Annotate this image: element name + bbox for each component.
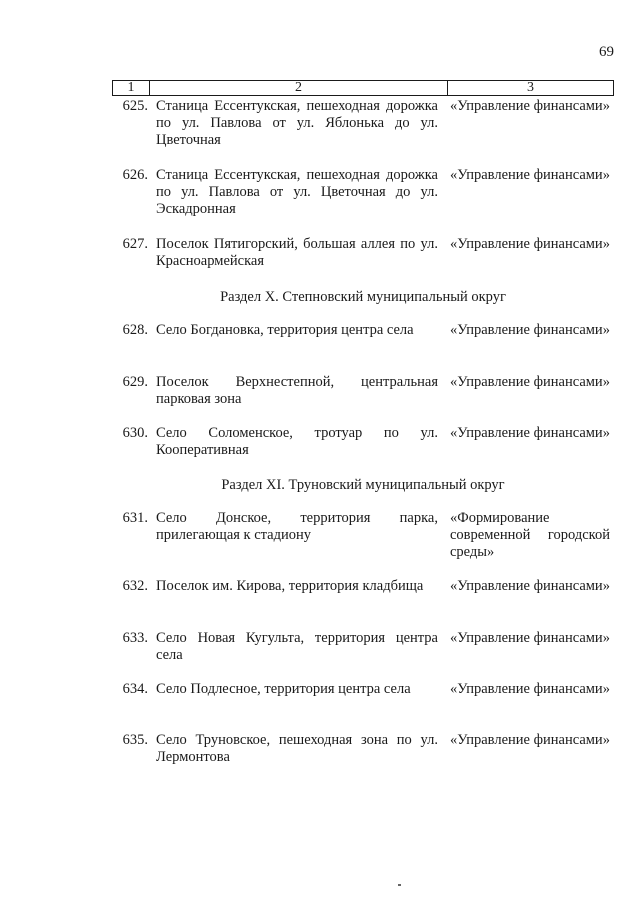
row-description: Поселок Пятигорский, большая аллея по ул. Красноармейская — [156, 236, 438, 269]
row-number: 625. — [122, 98, 148, 114]
row-description: Село Труновское, пешеходная зона по ул. Лермонтова — [156, 732, 438, 765]
row-responsible: «Управление финансами» — [450, 322, 610, 338]
row-description: Село Богдановка, территория центра села — [156, 322, 414, 338]
row-description: Поселок им. Кирова, территория кладбища — [156, 578, 424, 594]
row-description: Село Донское, территория парка, прилегающая к стадиону — [156, 510, 438, 543]
row-number: 632. — [122, 578, 148, 594]
row-responsible: «Управление финансами» — [450, 167, 610, 183]
row-responsible: «Управление финансами» — [450, 425, 610, 441]
section-heading: Раздел XI. Труновский муниципальный округ — [221, 477, 505, 493]
row-description: Село Подлесное, территория центра села — [156, 681, 411, 697]
row-number: 630. — [122, 425, 148, 441]
column-header-3: 3 — [527, 80, 534, 95]
row-responsible: «Управление финансами» — [450, 630, 610, 646]
row-responsible: «Управление финансами» — [450, 236, 610, 252]
row-number: 634. — [122, 681, 148, 697]
row-number: 627. — [122, 236, 148, 252]
row-description: Станица Ессентукская, пешеходная дорожка по ул. Павлова от ул. Цветочная до ул. Эскадронная — [156, 167, 438, 217]
scan-speck — [398, 884, 401, 886]
row-responsible: «Управление финансами» — [450, 681, 610, 697]
table-header — [112, 80, 614, 96]
row-responsible: «Управление финансами» — [450, 98, 610, 114]
row-number: 626. — [122, 167, 148, 183]
page-number: 69 — [599, 44, 614, 60]
row-number: 631. — [122, 510, 148, 526]
section-heading: Раздел X. Степновский муниципальный округ — [220, 289, 506, 305]
row-responsible: «Формирование современной городской среды» — [450, 510, 610, 560]
row-responsible: «Управление финансами» — [450, 578, 610, 594]
row-description: Село Новая Кугульта, территория центра села — [156, 630, 438, 663]
row-description: Село Соломенское, тротуар по ул. Кооперативная — [156, 425, 438, 458]
row-number: 635. — [122, 732, 148, 748]
row-number: 629. — [122, 374, 148, 390]
row-responsible: «Управление финансами» — [450, 374, 610, 390]
column-header-1: 1 — [113, 81, 150, 95]
row-description: Поселок Верхнестепной, центральная парковая зона — [156, 374, 438, 407]
row-description: Станица Ессентукская, пешеходная дорожка по ул. Павлова от ул. Яблонька до ул. Цветочная — [156, 98, 438, 148]
row-responsible: «Управление финансами» — [450, 732, 610, 748]
row-number: 628. — [122, 322, 148, 338]
column-header-2: 2 — [150, 81, 448, 95]
row-number: 633. — [122, 630, 148, 646]
